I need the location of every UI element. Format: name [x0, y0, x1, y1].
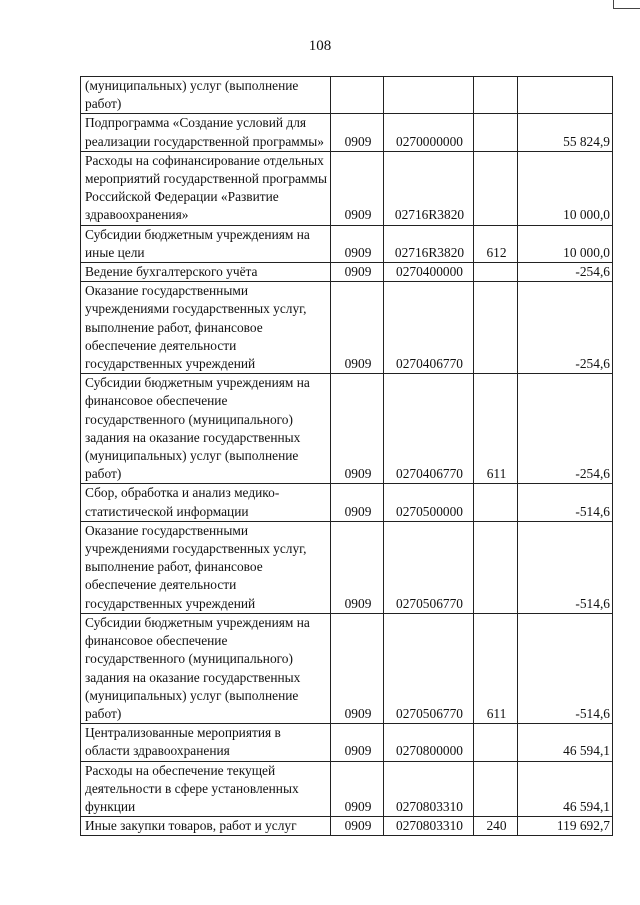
cell-expense-type: 611 [474, 613, 518, 723]
cell-section-code: 0909 [331, 613, 384, 723]
table-row [81, 225, 613, 262]
cell-section-code: 0909 [331, 761, 384, 817]
cell-target-code: 0270506770 [384, 613, 474, 723]
cell-expense-type [474, 484, 518, 521]
table-row [81, 282, 613, 374]
table-row [81, 521, 613, 613]
budget-table-body [81, 77, 613, 836]
cell-amount: -514,6 [518, 613, 613, 723]
cell-amount: 10 000,0 [518, 151, 613, 225]
cell-target-code: 02716R3820 [384, 225, 474, 262]
cell-target-code: 0270406770 [384, 374, 474, 484]
cell-section-code: 0909 [331, 282, 384, 374]
table-row [81, 77, 613, 114]
cell-amount [518, 77, 613, 114]
cell-item-name: (муниципальных) услуг (выполнение работ) [81, 77, 331, 114]
table-row [81, 484, 613, 521]
cell-target-code: 0270406770 [384, 282, 474, 374]
cell-expense-type: 611 [474, 374, 518, 484]
cell-amount: -254,6 [518, 263, 613, 282]
cell-section-code: 0909 [331, 521, 384, 613]
cell-amount: -254,6 [518, 282, 613, 374]
cell-expense-type [474, 761, 518, 817]
cell-amount: -514,6 [518, 521, 613, 613]
cell-target-code: 0270400000 [384, 263, 474, 282]
cell-item-name: Расходы на обеспечение текущей деятельности в сфере установленных функции [81, 761, 331, 817]
cell-expense-type [474, 77, 518, 114]
cell-target-code: 0270500000 [384, 484, 474, 521]
cell-item-name: Оказание государственными учреждениями государственных услуг, выполнение работ, финансовое обеспечение деятельности государственных учреждений [81, 282, 331, 374]
cell-amount: -254,6 [518, 374, 613, 484]
table-row [81, 761, 613, 817]
cell-amount: -514,6 [518, 484, 613, 521]
cell-item-name: Субсидии бюджетным учреждениям на финансовое обеспечение государственного (муниципального) задания на оказание государственных (муниципальных) услуг (выполнение работ) [81, 613, 331, 723]
cell-section-code: 0909 [331, 724, 384, 761]
cell-item-name: Субсидии бюджетным учреждениям на иные цели [81, 225, 331, 262]
cell-item-name: Сбор, обработка и анализ медико-статистической информации [81, 484, 331, 521]
cell-expense-type [474, 724, 518, 761]
cell-expense-type [474, 151, 518, 225]
cell-item-name: Оказание государственными учреждениями государственных услуг, выполнение работ, финансовое обеспечение деятельности государственных учреждений [81, 521, 331, 613]
table-row [81, 724, 613, 761]
cell-item-name: Субсидии бюджетным учреждениям на финансовое обеспечение государственного (муниципального) задания на оказание государственных (муниципальных) услуг (выполнение работ) [81, 374, 331, 484]
cell-expense-type: 240 [474, 817, 518, 836]
cell-expense-type [474, 114, 518, 151]
cell-section-code: 0909 [331, 114, 384, 151]
table-row [81, 151, 613, 225]
cell-amount: 10 000,0 [518, 225, 613, 262]
cell-item-name: Подпрограмма «Создание условий для реализации государственной программы» [81, 114, 331, 151]
cell-item-name: Централизованные мероприятия в области здравоохранения [81, 724, 331, 761]
cell-expense-type [474, 521, 518, 613]
cell-target-code: 0270803310 [384, 761, 474, 817]
cell-section-code: 0909 [331, 817, 384, 836]
cell-amount: 119 692,7 [518, 817, 613, 836]
cell-target-code: 0270506770 [384, 521, 474, 613]
cell-item-name: Иные закупки товаров, работ и услуг [81, 817, 331, 836]
table-row [81, 817, 613, 836]
cell-section-code: 0909 [331, 484, 384, 521]
cell-expense-type [474, 263, 518, 282]
table-row [81, 114, 613, 151]
table-row [81, 374, 613, 484]
cell-item-name: Ведение бухгалтерского учёта [81, 263, 331, 282]
table-row [81, 613, 613, 723]
cell-section-code: 0909 [331, 151, 384, 225]
table-row [81, 263, 613, 282]
cell-expense-type [474, 282, 518, 374]
cell-item-name: Расходы на софинансирование отдельных мероприятий государственной программы Российской Федерации «Развитие здравоохранения» [81, 151, 331, 225]
cell-section-code [331, 77, 384, 114]
page-corner-mark [613, 0, 640, 9]
cell-expense-type: 612 [474, 225, 518, 262]
cell-section-code: 0909 [331, 263, 384, 282]
cell-section-code: 0909 [331, 374, 384, 484]
cell-target-code: 0270803310 [384, 817, 474, 836]
page-number: 108 [308, 38, 332, 54]
budget-table [80, 76, 613, 836]
cell-target-code: 0270000000 [384, 114, 474, 151]
cell-section-code: 0909 [331, 225, 384, 262]
cell-amount: 46 594,1 [518, 761, 613, 817]
cell-amount: 55 824,9 [518, 114, 613, 151]
cell-target-code: 0270800000 [384, 724, 474, 761]
cell-target-code [384, 77, 474, 114]
cell-amount: 46 594,1 [518, 724, 613, 761]
cell-target-code: 02716R3820 [384, 151, 474, 225]
